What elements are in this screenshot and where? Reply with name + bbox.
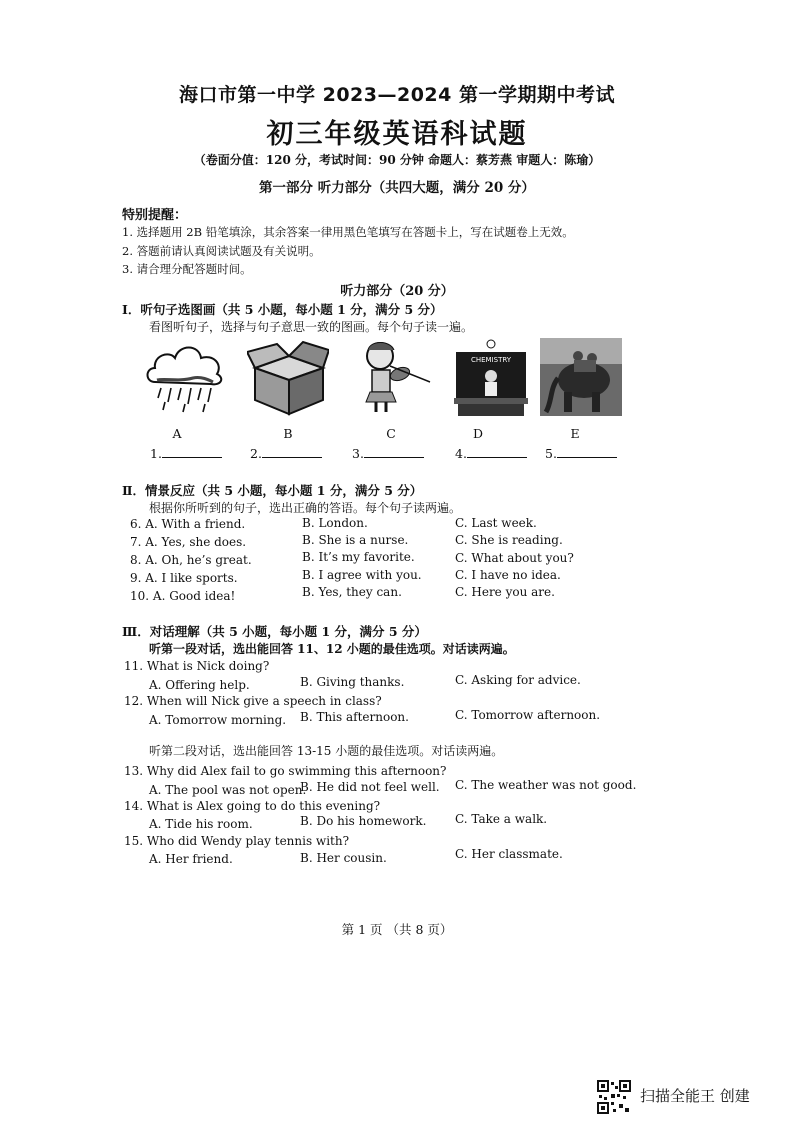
option-b: B. He did not feel well. xyxy=(300,780,440,794)
option-c: C. What about you? xyxy=(455,551,574,565)
answer-blank[interactable] xyxy=(150,445,222,461)
option-c: C. Take a walk. xyxy=(455,812,548,826)
scanner-watermark: 扫描全能王 创建 xyxy=(640,1087,750,1105)
tips-title: 特别提醒： xyxy=(122,208,188,223)
option-b: B. London. xyxy=(302,516,368,530)
qr-code-icon xyxy=(597,1080,631,1114)
tip-item: 1. 选择题用 2B 铅笔填涂，其余答案一律用黑色笔填写在答题卡上，写在试题卷上无效。 xyxy=(122,225,574,239)
section-3-title: Ⅲ．对话理解（共 5 小题，每小题 1 分，满分 5 分） xyxy=(122,624,427,639)
section-3-instruction-1: 听第一段对话，选出能回答 11、12 小题的最佳选项。对话读两遍。 xyxy=(149,642,515,656)
exam-header-title: 海口市第一中学 2023—2024 第一学期期中考试 xyxy=(179,84,615,106)
option-a: A. Offering help. xyxy=(149,678,250,692)
option-a: 6. A. With a friend. xyxy=(130,517,246,531)
option-a: A. Tide his room. xyxy=(149,817,253,831)
option-c: C. She is reading. xyxy=(455,533,563,547)
option-a: 7. A. Yes, she does. xyxy=(130,535,247,549)
blank-number: 2. xyxy=(250,446,262,461)
picture-label: B xyxy=(283,426,293,441)
option-b: B. She is a nurse. xyxy=(302,533,409,547)
part-one-heading: 第一部分 听力部分（共四大题，满分 20 分） xyxy=(259,180,535,196)
listening-heading: 听力部分（20 分） xyxy=(340,284,454,299)
option-b: B. Her cousin. xyxy=(300,851,387,865)
question-stem: 14. What is Alex going to do this evening? xyxy=(124,799,381,813)
tip-item: 2. 答题前请认真阅读试题及有关说明。 xyxy=(122,244,321,258)
page-number: 第 1 页 （共 8 页） xyxy=(341,922,453,937)
blank-number: 4. xyxy=(455,446,467,461)
blank-number: 1. xyxy=(150,446,162,461)
option-c: C. Tomorrow afternoon. xyxy=(455,708,601,722)
subject-title: 初三年级英语科试题 xyxy=(266,119,528,150)
rain-cloud-icon xyxy=(143,338,225,416)
riding-elephant-photo-icon xyxy=(540,338,622,416)
section-1-instruction: 看图听句子，选择与句子意思一致的图画。每个句子读一遍。 xyxy=(149,320,474,334)
option-b: B. I agree with you. xyxy=(302,568,422,582)
option-b: B. Do his homework. xyxy=(300,814,427,828)
option-a: A. The pool was not open. xyxy=(149,783,307,797)
blank-number: 5. xyxy=(545,446,557,461)
section-3-instruction-2: 听第二段对话，选出能回答 13-15 小题的最佳选项。对话读两遍。 xyxy=(149,744,504,758)
chalkboard-text: CHEMISTRY xyxy=(470,356,512,364)
answer-blank[interactable] xyxy=(455,445,527,461)
answer-blank[interactable] xyxy=(352,445,424,461)
option-a: 10. A. Good idea! xyxy=(130,589,236,603)
picture-label: A xyxy=(172,426,182,441)
girl-violin-icon xyxy=(350,338,432,416)
question-stem: 13. Why did Alex fail to go swimming this afternoon? xyxy=(124,764,447,778)
picture-label: C xyxy=(386,426,396,441)
option-c: C. Here you are. xyxy=(455,585,555,599)
option-c: C. I have no idea. xyxy=(455,568,561,582)
option-a: 9. A. I like sports. xyxy=(130,571,238,585)
option-c: C. Asking for advice. xyxy=(455,673,581,687)
option-b: B. This afternoon. xyxy=(300,710,409,724)
exam-meta: （卷面分值：120 分，考试时间：90 分钟 命题人：蔡芳燕 审题人：陈瑜） xyxy=(193,153,601,167)
option-b: B. Yes, they can. xyxy=(302,585,402,599)
question-stem: 12. When will Nick give a speech in class? xyxy=(124,694,382,708)
question-stem: 11. What is Nick doing? xyxy=(124,659,270,673)
section-2-title: Ⅱ．情景反应（共 5 小题，每小题 1 分，满分 5 分） xyxy=(122,483,423,498)
option-b: B. It’s my favorite. xyxy=(302,550,415,564)
question-stem: 15. Who did Wendy play tennis with? xyxy=(124,834,350,848)
option-c: C. Her classmate. xyxy=(455,847,563,861)
section-2-instruction: 根据你所听到的句子，选出正确的答语。每个句子读两遍。 xyxy=(149,501,462,515)
option-a: 8. A. Oh, he’s great. xyxy=(130,553,252,567)
answer-blank[interactable] xyxy=(545,445,617,461)
option-a: A. Tomorrow morning. xyxy=(149,713,287,727)
blank-number: 3. xyxy=(352,446,364,461)
option-c: C. The weather was not good. xyxy=(455,778,637,792)
option-c: C. Last week. xyxy=(455,516,537,530)
picture-label: E xyxy=(570,426,580,441)
section-1-title: Ⅰ．听句子选图画（共 5 小题，每小题 1 分，满分 5 分） xyxy=(122,302,443,317)
option-a: A. Her friend. xyxy=(149,852,233,866)
answer-blank[interactable] xyxy=(250,445,322,461)
option-b: B. Giving thanks. xyxy=(300,675,405,689)
cardboard-box-icon xyxy=(247,338,329,416)
chemistry-classroom-icon xyxy=(450,338,532,416)
tip-item: 3. 请合理分配答题时间。 xyxy=(122,262,252,276)
picture-label: D xyxy=(472,426,484,441)
